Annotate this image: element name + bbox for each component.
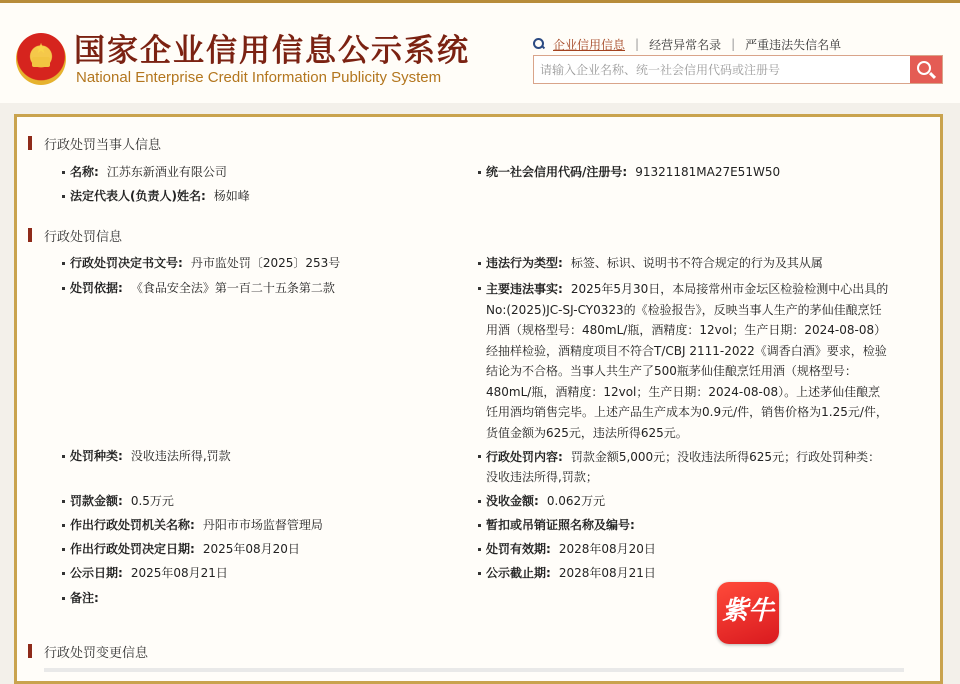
field-label: 处罚有效期: xyxy=(486,542,551,556)
field-label: 没收金额: xyxy=(486,494,539,508)
field-value: 罚款金额5,000元；没收违法所得625元；行政处罚种类：没收违法所得,罚款； xyxy=(486,450,881,484)
field-value: 标签、标识、说明书不符合规定的行为及其从属 xyxy=(570,256,823,270)
watermark-logo-text: 紫牛 xyxy=(721,596,774,626)
section-title: 行政处罚变更信息 xyxy=(44,645,149,661)
search-bar xyxy=(533,55,943,84)
field-label: 作出行政处罚决定日期: xyxy=(70,542,195,556)
field-value: 没收违法所得,罚款 xyxy=(130,449,231,463)
field-value: 2025年08月20日 xyxy=(202,542,300,556)
field-value: 0.5万元 xyxy=(130,494,174,508)
field-name xyxy=(62,163,227,182)
field-label: 处罚依据: xyxy=(70,281,123,295)
section-party-info xyxy=(28,134,161,152)
field-label: 名称: xyxy=(70,165,99,179)
section-marker xyxy=(28,228,32,242)
field-label: 统一社会信用代码/注册号: xyxy=(486,165,628,179)
field-label: 公示截止期: xyxy=(486,566,551,580)
field-legal-rep xyxy=(62,187,250,206)
field-penalty-basis xyxy=(62,279,335,298)
field-value: 2025年08月21日 xyxy=(130,566,228,580)
table-strip xyxy=(44,668,904,672)
magnifier-icon xyxy=(533,38,545,50)
field-value: 丹阳市市场监督管理局 xyxy=(202,518,323,532)
field-confiscated-amount xyxy=(478,492,605,511)
field-value: 0.062万元 xyxy=(546,494,606,508)
section-penalty-change xyxy=(28,642,148,660)
site-header xyxy=(0,3,960,103)
field-value: 91321181MA27E51W50 xyxy=(635,165,781,179)
national-emblem-icon: ★ xyxy=(16,33,66,85)
site-title[interactable]: 国家企业信用信息公示系统 xyxy=(74,33,470,69)
field-publish-deadline xyxy=(478,564,656,583)
field-label: 违法行为类型: xyxy=(486,256,563,270)
nav-enterprise-credit[interactable]: 企业信用信息 xyxy=(553,37,626,52)
field-label: 主要违法事实: xyxy=(486,282,563,296)
field-decision-doc-no xyxy=(62,254,340,273)
field-label: 备注: xyxy=(70,591,99,605)
field-value: 2028年08月20日 xyxy=(558,542,656,556)
field-value: 2028年08月21日 xyxy=(558,566,656,580)
field-value: 杨如峰 xyxy=(213,189,250,203)
field-penalty-kind xyxy=(62,447,231,466)
nav-abnormal-list[interactable]: 经营异常名录 xyxy=(649,37,722,52)
field-fine-amount xyxy=(62,492,174,511)
section-title: 行政处罚当事人信息 xyxy=(44,137,162,153)
search-button[interactable] xyxy=(910,56,942,83)
field-value: 2025年5月30日，本局接常州市金坛区检验检测中心出具的No:(2025)JC-SJ-CY0323的《检验报告》，反映当事人生产的茅仙佳酿烹饪用酒（规格型号：480mL/瓶，酒精度：12vol；生产日期：2024-08-08）经抽样检验，酒精度项目不符合T/CBJ 2111-2022《调香白酒》要求，检验结论为不合格。当事人共生产了500瓶茅仙佳酿烹饪用酒（规格型号：480mL/瓶，酒精度：12vol；生产日期：2024-08-08）。上述茅仙佳酿烹饪用酒均销售完毕。上述产品生产成本为0.9元/件，销售价格为1.25元/件，货值金额为625元，违法所得625元。 xyxy=(486,282,889,440)
nav-serious-violation-list[interactable]: 严重违法失信名单 xyxy=(745,37,842,52)
field-label: 作出行政处罚机关名称: xyxy=(70,518,195,532)
section-penalty-info xyxy=(28,226,122,244)
field-value: 《食品安全法》第一百二十五条第二款 xyxy=(130,281,335,295)
section-marker xyxy=(28,644,32,658)
field-remark xyxy=(62,589,107,608)
field-label: 暂扣或吊销证照名称及编号: xyxy=(486,518,635,532)
field-value: 丹市监处罚〔2025〕253号 xyxy=(190,256,341,270)
field-license xyxy=(478,516,643,535)
field-label: 处罚种类: xyxy=(70,449,123,463)
watermark-logo xyxy=(717,582,779,644)
section-title: 行政处罚信息 xyxy=(44,229,123,245)
field-label: 法定代表人(负责人)姓名: xyxy=(70,189,206,203)
field-decision-date xyxy=(62,540,300,559)
field-penalty-content xyxy=(478,447,890,487)
top-nav xyxy=(533,35,841,53)
field-validity-period xyxy=(478,540,656,559)
section-marker xyxy=(28,136,32,150)
field-label: 罚款金额: xyxy=(70,494,123,508)
field-publish-date xyxy=(62,564,228,583)
site-subtitle: National Enterprise Credit Information Publicity System xyxy=(76,69,442,86)
field-label: 行政处罚内容: xyxy=(486,450,563,464)
field-label: 公示日期: xyxy=(70,566,123,580)
field-authority xyxy=(62,516,323,535)
field-value: 江苏东新酒业有限公司 xyxy=(106,165,227,179)
field-credit-code xyxy=(478,163,780,182)
field-violation-type xyxy=(478,254,823,273)
nav-separator: | xyxy=(635,37,640,51)
search-input[interactable] xyxy=(534,56,910,83)
nav-separator: | xyxy=(731,37,736,51)
field-main-facts xyxy=(478,279,890,443)
field-label: 行政处罚决定书文号: xyxy=(70,256,183,270)
